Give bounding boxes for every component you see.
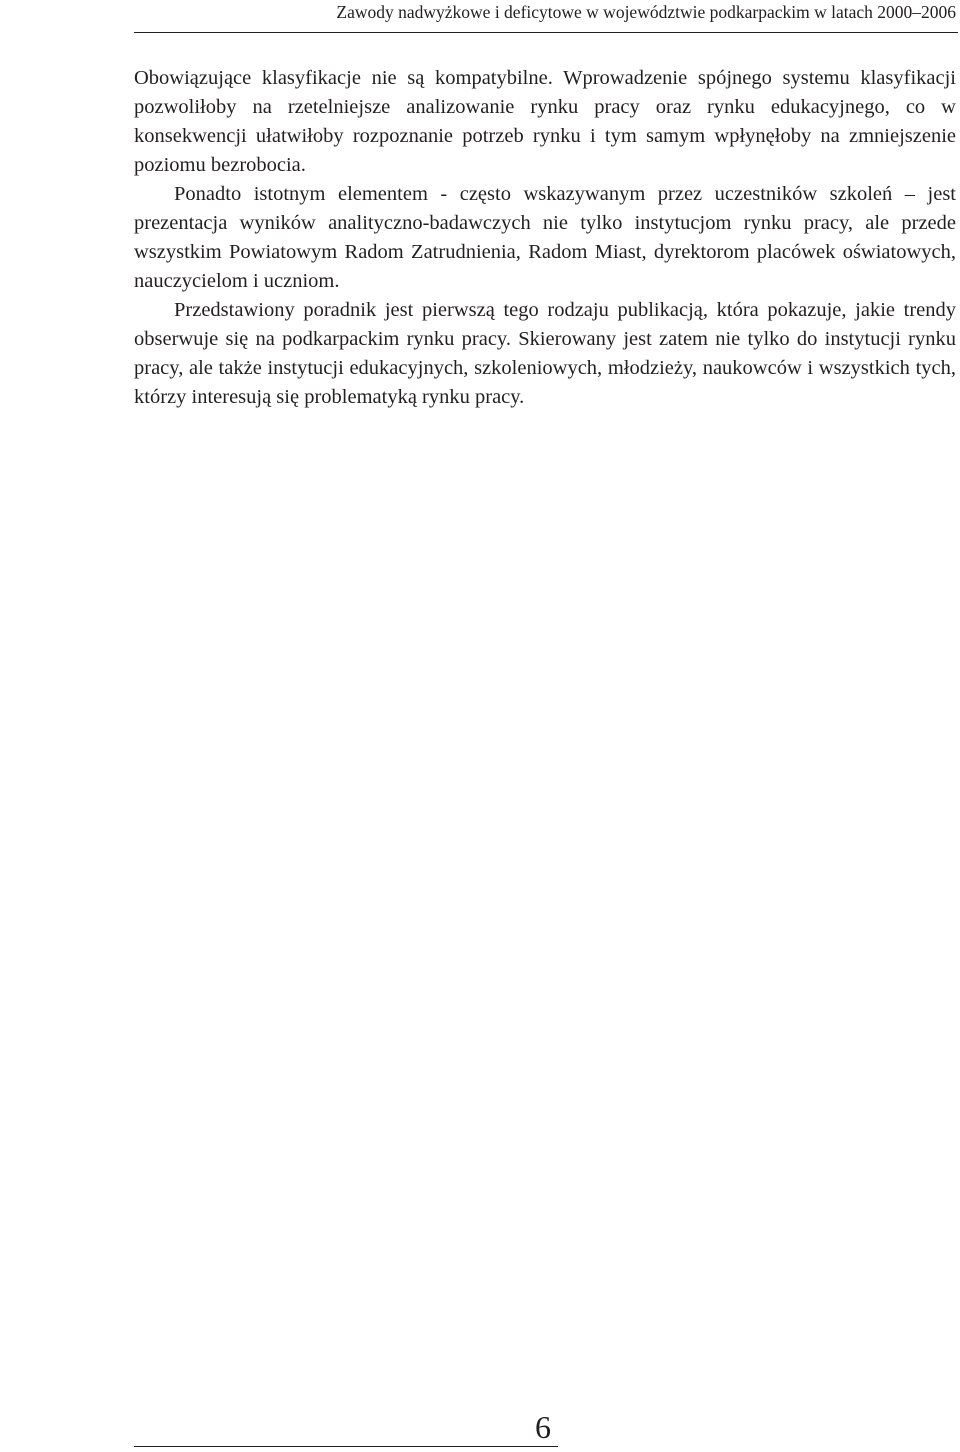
body-text: [134, 64, 956, 412]
running-title: Zawody nadwyżkowe i deficytowe w województwie podkarpackim w latach 2000–2006: [336, 2, 956, 22]
page-number: 6: [535, 1409, 551, 1445]
paragraph-2: Ponadto istotnym elementem - często wskazywanym przez uczestników szkoleń – jest prezentacja wyników analityczno-badawczych nie tylko instytucjom rynku pracy, ale przede wszystkim Powiatowym Radom Zatrudnienia, Radom Miast, dyrektorom placówek oświatowych, nauczycielom i uczniom.: [134, 183, 956, 292]
paragraph-3: Przedstawiony poradnik jest pierwszą tego rodzaju publikacją, która pokazuje, jakie trendy obserwuje się na podkarpackim rynku pracy. Skierowany jest zatem nie tylko do instytucji rynku pracy, ale także instytucji edukacyjnych, szkoleniowych, młodzieży, naukowców i wszystkich tych, którzy interesują się problematyką rynku pracy.: [134, 299, 956, 408]
paragraph-1: Obowiązujące klasyfikacje nie są kompatybilne. Wprowadzenie spójnego systemu klasyfikacji pozwoliłoby na rzetelniejsze analizowanie rynku pracy oraz rynku edukacyjnego, co w konsekwencji ułatwiłoby rozpoznanie potrzeb rynku i tym samym wpłynęłoby na zmniejszenie poziomu bezrobocia.: [134, 67, 956, 176]
running-header: [134, 0, 958, 33]
page-footer: [134, 1410, 558, 1447]
